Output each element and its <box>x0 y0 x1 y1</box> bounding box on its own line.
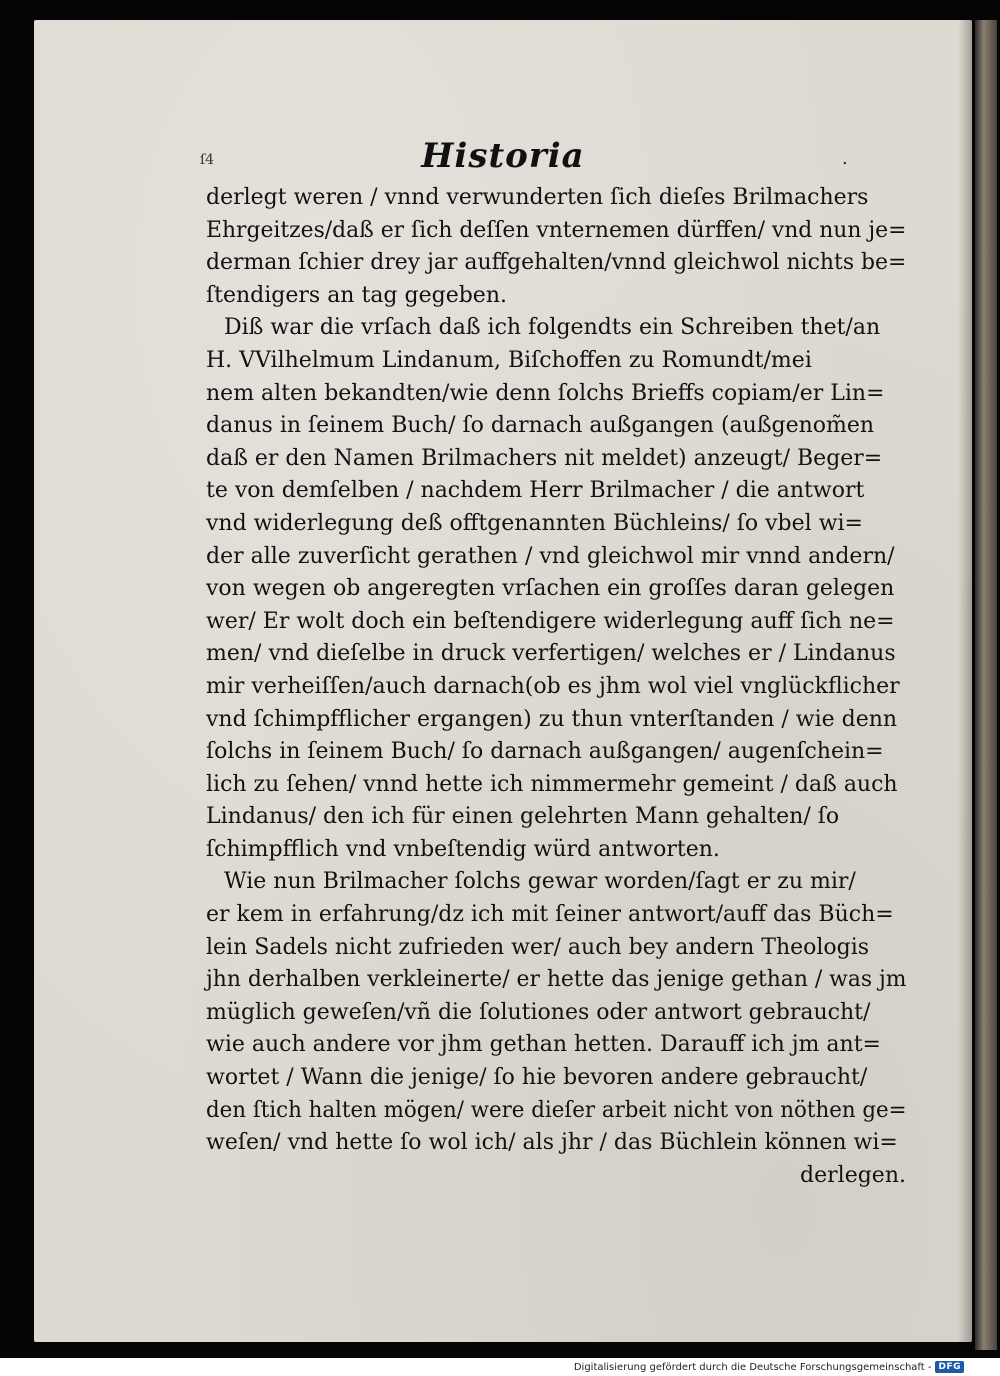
text-line: er kem in erfahrung/dz ich mit ſeiner antwort/auff das Büch= <box>206 902 894 928</box>
credit-text: Digitalisierung gefördert durch die Deutsche Forschungsgemeinschaft - <box>573 1361 932 1373</box>
text-line: von wegen ob angeregten vrſachen ein groſſes daran gelegen <box>206 576 895 602</box>
text-line: wer/ Er wolt doch ein beſtendigere widerlegung auff ſich ne= <box>206 608 895 634</box>
text-line: ſchimpfflich vnd vnbeſtendig würd antworten. <box>206 836 720 862</box>
page-corner-mark: ſ4 <box>200 152 215 168</box>
text-line: Ehrgeitzes/daß er ſich deſſen vnternemen dürffen/ vnd nun je= <box>206 217 907 243</box>
text-line: weſen/ vnd hette ſo wol ich/ als jhr / das Büchlein können wi= <box>206 1130 898 1156</box>
text-line: mir verheiſſen/auch darnach(ob es jhm wol viel vnglückflicher <box>206 673 900 699</box>
text-line: derman ſchier drey jar auffgehalten/vnnd gleichwol nichts be= <box>206 250 907 276</box>
text-line: lich zu ſehen/ vnnd hette ich nimmermehr gemeint / daß auch <box>206 771 898 797</box>
text-line: H. VVilhelmum Lindanum, Biſchoffen zu Romundt/mei <box>206 347 812 373</box>
text-line: lein Sadels nicht zufrieden wer/ auch bey andern Theologis <box>206 934 870 960</box>
text-line: ſolchs in ſeinem Buch/ ſo darnach außgangen/ augenſchein= <box>206 739 884 765</box>
text-line: jhn derhalben verkleinerte/ er hette das jenige gethan / was jm <box>206 967 907 993</box>
running-head: Historia <box>421 136 585 176</box>
text-line: wortet / Wann die jenige/ ſo hie bevoren andere gebraucht/ <box>206 1065 868 1091</box>
text-line: den ſtich halten mögen/ were dieſer arbeit nicht von nöthen ge= <box>206 1097 907 1123</box>
text-line: men/ vnd dieſelbe in druck verfertigen/ welches er / Lindanus <box>206 641 896 667</box>
body-text <box>206 182 906 1192</box>
text-line: nem alten bekandten/wie denn ſolchs Brieffs copiam/er Lin= <box>206 380 885 406</box>
text-line: daß er den Namen Brilmachers nit meldet) anzeugt/ Beger= <box>206 445 883 471</box>
text-line: Wie nun Brilmacher ſolchs gewar worden/ſagt er zu mir/ <box>224 869 856 895</box>
digitization-credit <box>574 1361 964 1373</box>
text-line: derlegen. <box>800 1162 906 1188</box>
text-line: te von demſelben / nachdem Herr Brilmacher / die antwort <box>206 478 865 504</box>
text-line: der alle zuverſicht gerathen / vnd gleichwol mir vnnd andern/ <box>206 543 895 569</box>
text-line: vnd ſchimpfflicher ergangen) zu thun vnterſtanden / wie denn <box>206 706 898 732</box>
text-line: wie auch andere vor jhm gethan hetten. Darauff ich jm ant= <box>206 1032 881 1058</box>
book-edge <box>975 20 997 1350</box>
text-line: derlegt weren / vnnd verwunderten ſich dieſes Brilmachers <box>206 185 869 210</box>
dfg-logo: DFG <box>935 1361 964 1373</box>
text-line: Diß war die vrſach daß ich folgendts ein Schreiben thet/an <box>224 315 881 341</box>
text-line: danus in ſeinem Buch/ ſo darnach außgangen (außgenom̃en <box>206 413 875 439</box>
page-dot-mark: . <box>842 148 848 169</box>
text-line: Lindanus/ den ich für einen gelehrten Mann gehalten/ ſo <box>206 804 840 830</box>
text-line: vnd widerlegung deß offtgenannten Büchleins/ ſo vbel wi= <box>206 510 863 536</box>
text-line: ſtendigers an tag gegeben. <box>206 282 507 308</box>
text-line: müglich geweſen/vñ die ſolutiones oder antwort gebraucht/ <box>206 999 871 1025</box>
page-shadow <box>958 20 972 1342</box>
